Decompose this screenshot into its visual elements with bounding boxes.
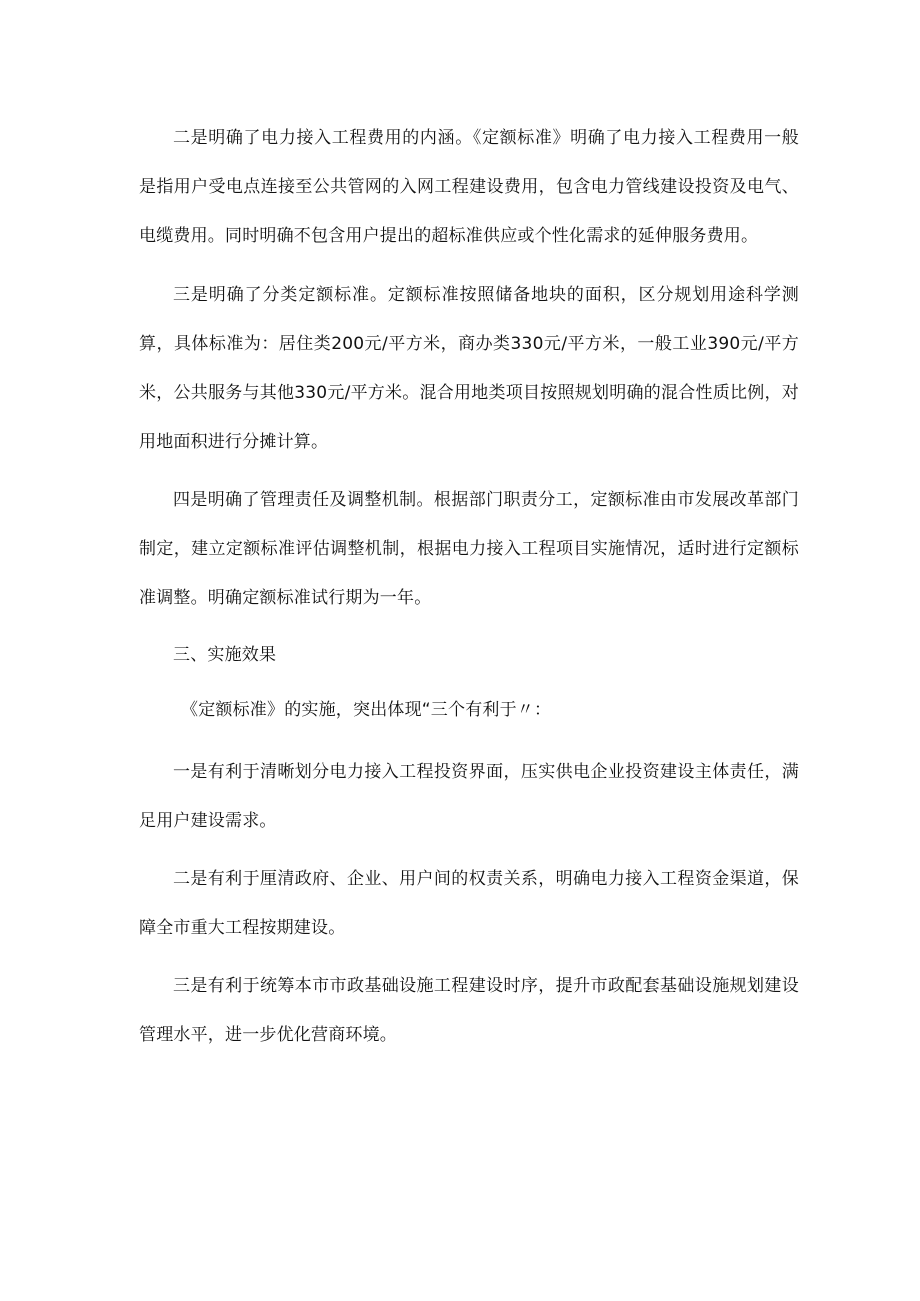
intro-three-benefits: 《定额标准》的实施，突出体现“三个有利于〃：	[181, 700, 552, 720]
benefit-paragraph-3: 三是有利于统筹本市市政基础设施工程建设时序，提升市政配套基础设施规划建设管理水平，进一步优化营商环境。	[139, 976, 799, 1045]
benefit-paragraph-1: 一是有利于清晰划分电力接入工程投资界面，压实供电企业投资建设主体责任，满足用户建设需求。	[139, 762, 799, 831]
paragraph-connotation: 二是明确了电力接入工程费用的内涵。《定额标准》明确了电力接入工程费用一般是指用户受电点连接至公共管网的入网工程建设费用，包含电力管线建设投资及电气、电缆费用。同时明确不包含用户提出的超标准供应或个性化需求的延伸服务费用。	[139, 128, 799, 246]
paragraph-classification-standard: 三是明确了分类定额标准。定额标准按照储备地块的面积，区分规划用途科学测算，具体标准为：居住类200元/平方米，商办类330元/平方米，一般工业390元/平方米，公共服务与其他330元/平方米。混合用地类项目按照规划明确的混合性质比例，对用地面积进行分摊计算。	[139, 285, 799, 452]
section-heading-implementation-effects: 三、实施效果	[173, 645, 277, 665]
benefit-paragraph-2: 二是有利于厘清政府、企业、用户间的权责关系，明确电力接入工程资金渠道，保障全市重大工程按期建设。	[139, 869, 799, 938]
paragraph-management-responsibility: 四是明确了管理责任及调整机制。根据部门职责分工，定额标准由市发展改革部门制定，建立定额标准评估调整机制，根据电力接入工程项目实施情况，适时进行定额标准调整。明确定额标准试行期为一年。	[139, 490, 799, 608]
